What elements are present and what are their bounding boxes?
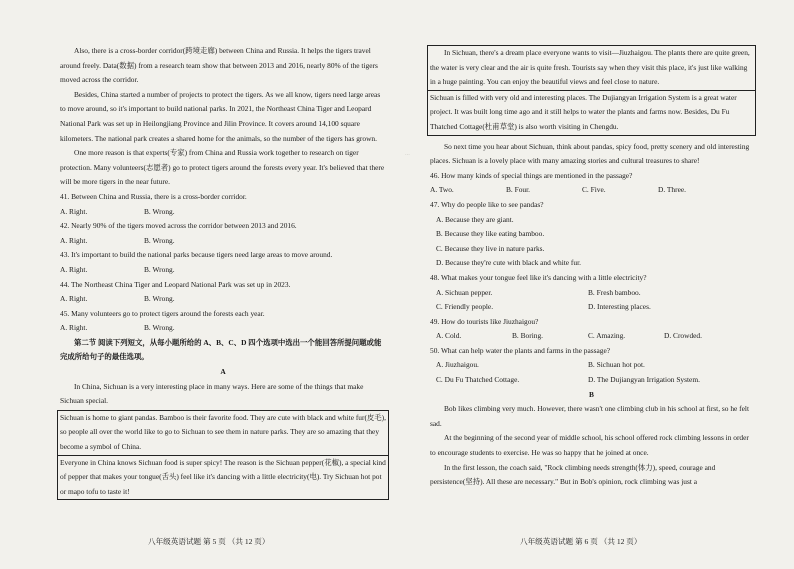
paragraph: Also, there is a cross-border corridor(跨境走廊) between China and Russia. It helps the tigers travel around freely. Data(数据) from a research team show that between 2013 and 2016, nearly 80% of the tigers moved across the corridor. [60,46,378,85]
option-b[interactable]: B. Wrong. [144,235,175,245]
question-43 [60,248,386,277]
option-c[interactable]: C. Friendly people. [436,302,494,312]
paragraph: Besides, China started a number of projects to protect the tigers. As we all know, tigers need large areas to move around, so it's important to build national parks. In 2021, the Northeast China Tiger and Leopard National Park was set up in Heilongjiang Province and Jilin Province. It covers around 14,100 square kilometers. The national park creates a shared home for the animals, so the number of the tigers has grown. [60,89,381,143]
option-b[interactable]: B. Fresh bamboo. [588,287,641,297]
boxed-paragraph: Sichuan is filled with very old and interesting places. The Dujiangyan Irrigation System is a great water project. It was built long time ago and it still helps to water the plants and farms now. Besides, Du Fu Thatched Cottage(杜甫草堂) is also worth visiting in Chengdu. [427,91,756,136]
option-a[interactable]: A. Because they are giant. [436,214,514,224]
option-b[interactable]: B. Boring. [512,331,544,341]
option-b[interactable]: B. Wrong. [144,323,175,333]
boxed-paragraph: Everyone in China knows Sichuan food is super spicy! The reason is the Sichuan pepper(花椒), a special kind of pepper that makes your tongue(舌头) feel like it's dancing with a little electricity(电). Try Sichuan hot pot or mapo tofu to taste it! [57,456,389,501]
bleed-through: ... [405,150,410,157]
question-46 [430,169,753,198]
option-a[interactable]: A. Right. [60,323,88,333]
option-d[interactable]: D. Crowded. [664,331,702,341]
option-a[interactable]: A. Right. [60,206,88,216]
paragraph: In China, Sichuan is a very interesting place in many ways. Here are some of the things that make Sichuan special. [60,381,364,406]
question-45 [60,307,386,336]
paragraph: At the beginning of the second year of middle school, his school offered rock climbing lessons in order to encourage students to exercise. He was so happy that he joined at once. [430,433,749,458]
paragraph: One more reason is that experts(专家) from China and Russia work together to research on tiger protection. Many volunteers(志愿者) go to protect tigers around the forests every year. It's believed that there will be more tigers in the near future. [60,148,385,187]
option-b[interactable]: B. Sichuan hot pot. [588,360,645,370]
question-41 [60,190,386,219]
option-b[interactable]: B. Because they like eating bamboo. [436,229,545,239]
option-a[interactable]: A. Jiuzhaigou. [436,360,479,370]
passage-letter: B [589,389,594,399]
right-column [430,44,753,490]
paragraph: In the first lesson, the coach said, "Rock climbing needs strength(体力), speed, courage and persistence(坚持). All these are necessary." But in Bob's opinion, rock climbing was just a [430,462,716,487]
option-d[interactable]: D. Interesting places. [588,302,651,312]
option-a[interactable]: A. Right. [60,264,88,274]
left-column [60,44,386,501]
option-a[interactable]: A. Two. [430,185,454,195]
question-47 [430,198,753,271]
option-a[interactable]: A. Right. [60,235,88,245]
question-stem: 49. How do tourists like Jiuzhaigou? [430,316,539,326]
question-stem: 47. Why do people like to see pandas? [430,199,544,209]
question-stem: 50. What can help water the plants and farms in the passage? [430,345,611,355]
question-42 [60,219,386,248]
page-footer-left: 八年级英语试题 第 5 页 （共 12 页） [148,537,270,546]
option-d[interactable]: D. Three. [658,185,686,195]
question-stem: 45. Many volunteers go to protect tigers around the forests each year. [60,308,265,318]
boxed-paragraph: In Sichuan, there's a dream place everyone wants to visit—Jiuzhaigou. The plants there are quite green, the water is very clear and the air is quite fresh. Tourists say when they visit this place, it's just like walking in a huge painting. You can enjoy the beautiful views and feel close to nature. [427,45,756,91]
option-d[interactable]: D. Because they're cute with black and white fur. [436,258,581,268]
question-stem: 44. The Northeast China Tiger and Leopard National Park was set up in 2023. [60,279,291,289]
option-a[interactable]: A. Cold. [436,331,462,341]
question-49 [430,315,753,344]
option-c[interactable]: C. Because they live in nature parks. [436,243,545,253]
paragraph: Bob likes climbing very much. However, there wasn't one climbing club in his school at first, so he felt sad. [430,404,750,428]
question-50 [430,344,753,388]
option-b[interactable]: B. Wrong. [144,264,175,274]
question-stem: 46. How many kinds of special things are mentioned in the passage? [430,170,633,180]
question-stem: 41. Between China and Russia, there is a cross-border corridor. [60,191,247,201]
option-a[interactable]: A. Sichuan pepper. [436,287,493,297]
page-footer-right: 八年级英语试题 第 6 页 （共 12 页） [520,537,642,546]
question-stem: 42. Nearly 90% of the tigers moved across the corridor between 2013 and 2016. [60,221,297,231]
question-stem: 43. It's important to build the national parks because tigers need large areas to move around. [60,250,333,260]
question-44 [60,278,386,307]
passage-letter: A [220,367,226,377]
section-heading: 第二节 阅读下列短文，从每小题所给的 A、B、C、D 四个选项中选出一个能回答所提问题或能完成所给句子的最佳选项。 [60,337,382,362]
question-stem: 48. What makes your tongue feel like it's dancing with a little electricity? [430,272,647,282]
option-d[interactable]: D. The Dujiangyan Irrigation System. [588,375,700,385]
option-b[interactable]: B. Wrong. [144,206,175,216]
option-c[interactable]: C. Du Fu Thatched Cottage. [436,375,520,385]
option-a[interactable]: A. Right. [60,294,88,304]
option-c[interactable]: C. Five. [582,185,606,195]
question-48 [430,271,753,315]
option-c[interactable]: C. Amazing. [588,331,626,341]
option-b[interactable]: B. Wrong. [144,294,175,304]
option-b[interactable]: B. Four. [506,185,531,195]
boxed-paragraph: Sichuan is home to giant pandas. Bamboo is their favorite food. They are cute with black and white fur(皮毛), so people all over the world like to go to Sichuan to see them in nature parks. They are so amazing that they become a symbol of China. [57,410,389,456]
paragraph: So next time you hear about Sichuan, think about pandas, spicy food, pretty scenery and old interesting places. Sichuan is a lovely place with many amazing stories and cultural treasures to share! [430,141,750,166]
